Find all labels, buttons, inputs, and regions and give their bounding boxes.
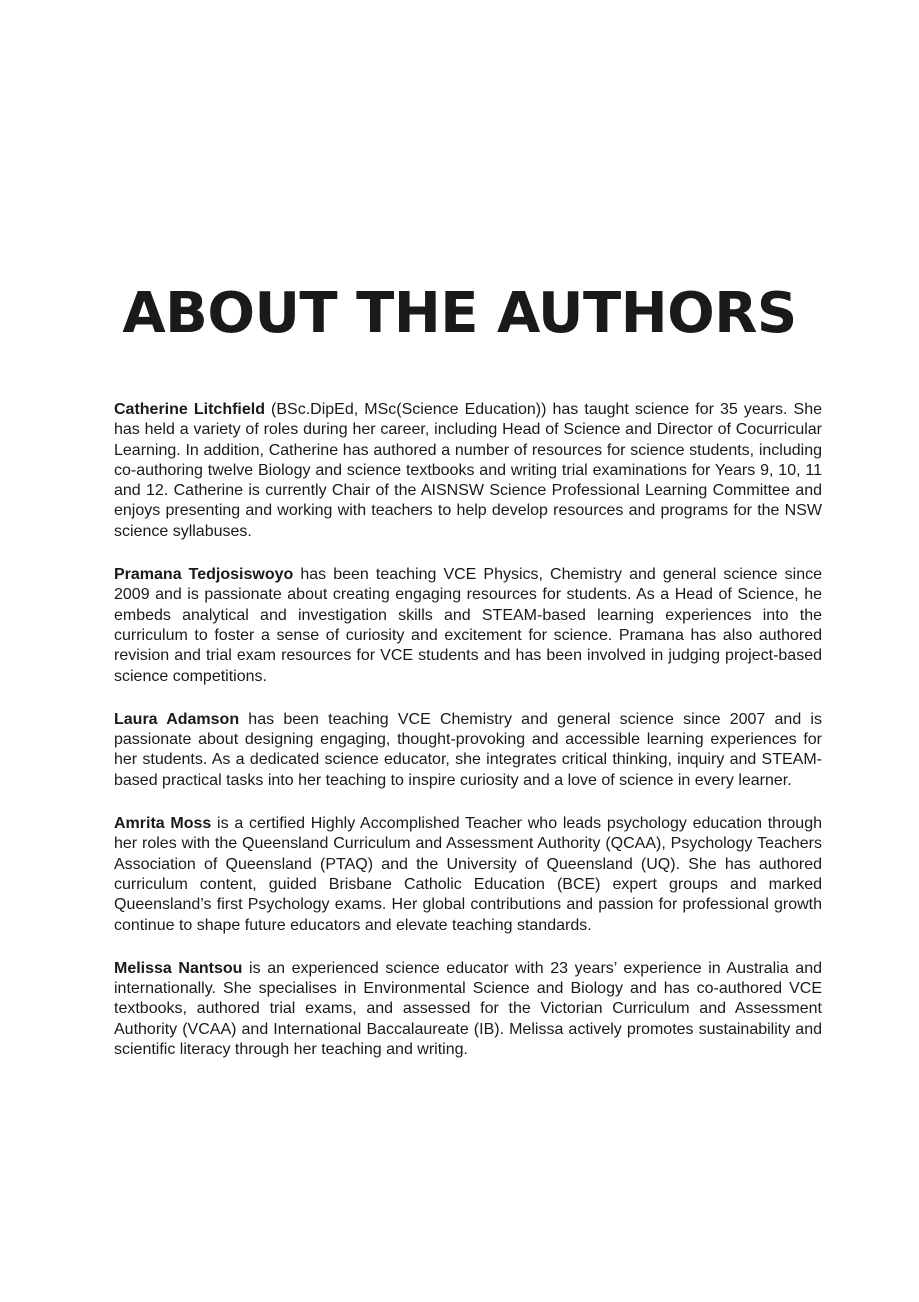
author-name: Laura Adamson (114, 710, 240, 728)
author-bio-amrita-moss (114, 814, 822, 936)
author-bio-pramana-tedjosiswoyo (114, 565, 822, 687)
author-bios (114, 400, 822, 1083)
author-bio-text: has been teaching VCE Chemistry and general science since 2007 and is passionate about designing engaging, thought-provoking and accessible learning experiences for her students. As a dedicated science educator, she integrates critical thinking, inquiry and STEAM-based practical tasks into her teaching to inspire curiosity and a love of science in every learner. (114, 710, 822, 789)
author-bio-text: has been teaching VCE Physics, Chemistry and general science since 2009 and is passionate about creating engaging resources for students. As a Head of Science, he embeds analytical and investigation skills and STEAM-based learning experiences into the curriculum to foster a sense of curiosity and excitement for science. Pramana has also authored revision and trial exam resources for VCE students and has been involved in judging project-based science competitions. (114, 566, 823, 685)
author-bio-catherine-litchfield (114, 400, 822, 542)
author-name: Catherine Litchfield (114, 401, 265, 418)
author-bio-laura-adamson (114, 710, 822, 791)
author-name: Amrita Moss (114, 815, 212, 833)
author-bio-text: is an experienced science educator with 23 years’ experience in Australia and internationally. She specialises in Environmental Science and Biology and has co-authored VCE textbooks, authored trial exams, and assessed for the Victorian Curriculum and Assessment Authority (VCAA) and International Baccalaureate (IB). Melissa actively promotes sustainability and scientific literacy through her teaching and writing. (114, 959, 822, 1059)
author-bio-melissa-nantsou (114, 959, 822, 1060)
page-title: ABOUT THE AUTHORS (122, 281, 797, 346)
author-name: Pramana Tedjosiswoyo (114, 566, 294, 584)
author-bio-text: (BSc.DipEd, MSc(Science Education)) has taught science for 35 years. She has held a variety of roles during her career, including Head of Science and Director of Cocurricular Learning. In addition, Catherine has authored a number of resources for science students, including co-authoring twelve Biology and science textbooks and writing trial examinations for Years 9, 10, 11 and 12. Catherine is currently Chair of the AISNSW Science Professional Learning Committee and enjoys presenting and working with teachers to help develop resources and programs for the NSW science syllabuses. (114, 401, 822, 540)
author-bio-text: is a certified Highly Accomplished Teacher who leads psychology education through her roles with the Queensland Curriculum and Assessment Authority (QCAA), Psychology Teachers Association of Queensland (PTAQ) and the University of Queensland (UQ). She has authored curriculum content, guided Brisbane Catholic Education (BCE) expert groups and marked Queensland’s first Psychology exams. Her global contributions and passion for professional growth continue to shape future educators and elevate teaching standards. (114, 815, 822, 934)
author-name: Melissa Nantsou (114, 959, 243, 977)
